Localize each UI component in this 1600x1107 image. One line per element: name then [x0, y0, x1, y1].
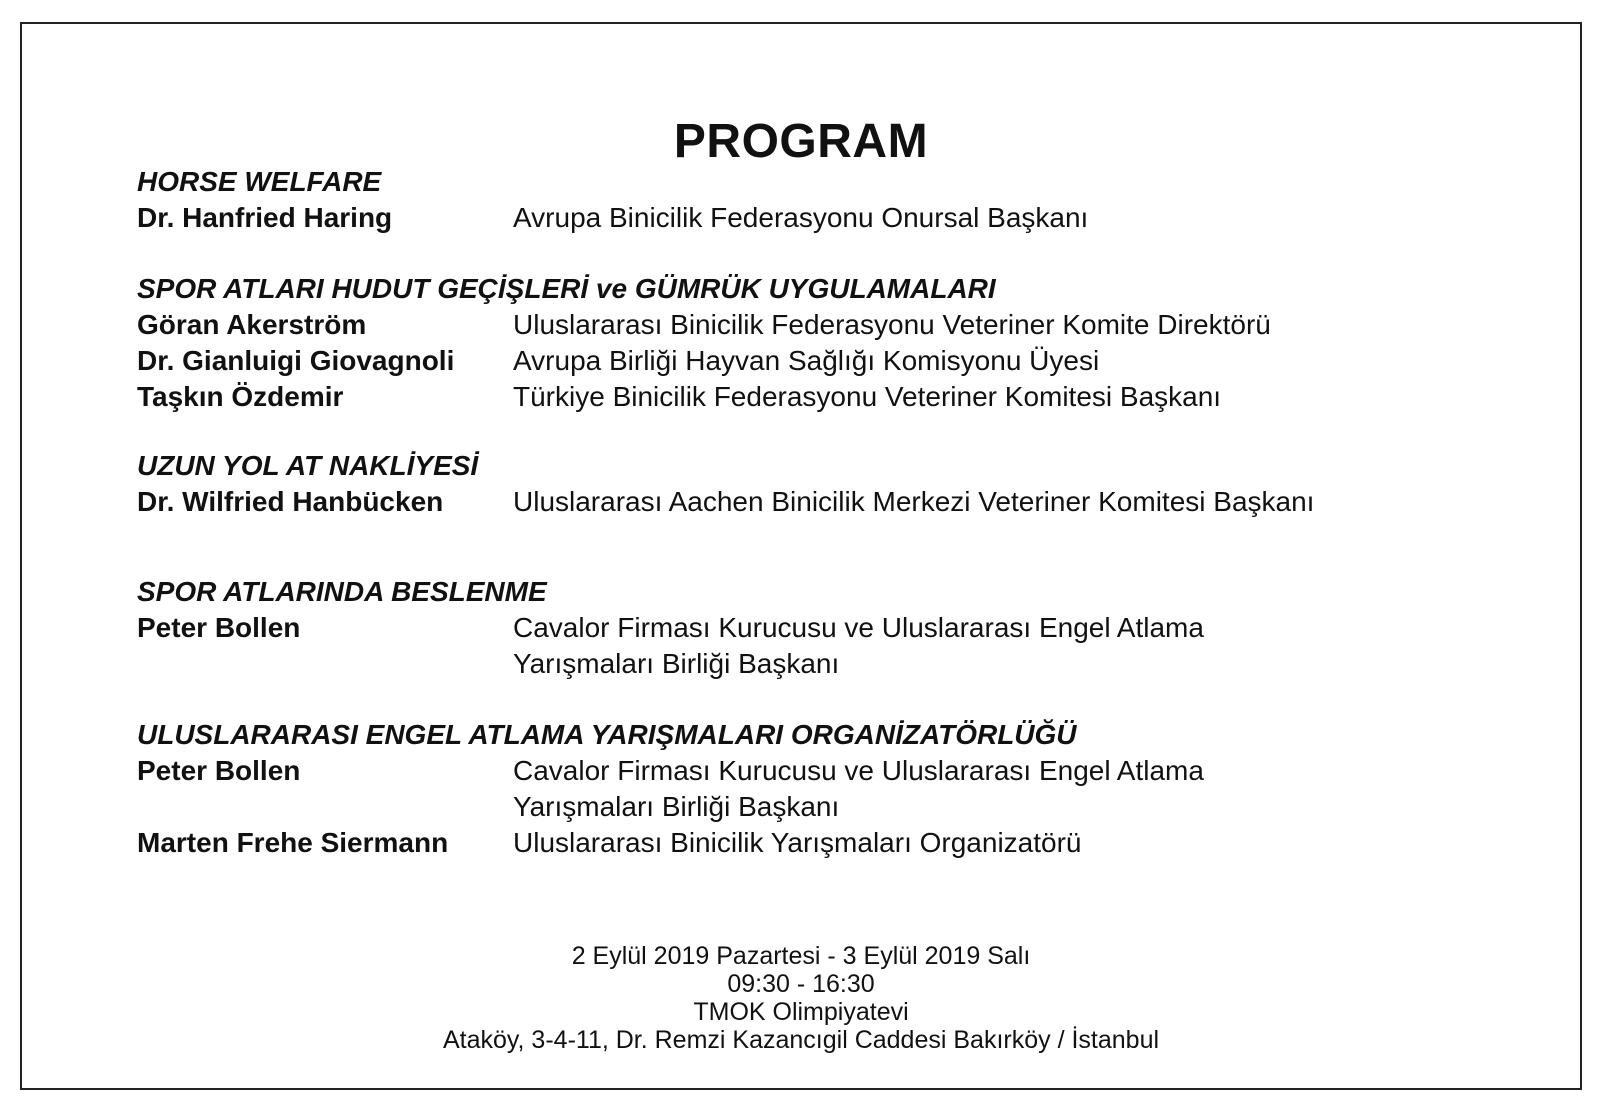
speaker-name: Taşkın Özdemir: [137, 381, 344, 412]
section-horse-welfare: [137, 164, 1557, 236]
speaker-row: [137, 343, 1557, 379]
speaker-role: Uluslararası Binicilik Federasyonu Veteriner Komite Direktörü: [513, 309, 1271, 340]
section-long-distance-transport: [137, 448, 1557, 520]
section-title: UZUN YOL AT NAKLİYESİ: [137, 450, 479, 481]
event-date: 2 Eylül 2019 Pazartesi - 3 Eylül 2019 Salı: [571, 942, 1031, 970]
speaker-name: Dr. Wilfried Hanbücken: [137, 486, 444, 517]
speaker-role: Uluslararası Binicilik Yarışmaları Organizatörü: [513, 827, 1082, 858]
speaker-role: Uluslararası Aachen Binicilik Merkezi Veteriner Komitesi Başkanı: [513, 486, 1315, 517]
speaker-name: Peter Bollen: [137, 612, 301, 643]
speaker-role: Avrupa Binicilik Federasyonu Onursal Başkanı: [513, 202, 1089, 233]
speaker-name: [137, 646, 513, 682]
speaker-name: Marten Frehe Siermann: [137, 827, 449, 858]
speaker-row: [137, 646, 1557, 682]
section-title: SPOR ATLARINDA BESLENME: [137, 576, 547, 607]
speaker-role: Avrupa Birliği Hayvan Sağlığı Komisyonu Üyesi: [513, 345, 1100, 376]
event-address: Ataköy, 3-4-11, Dr. Remzi Kazancıgil Caddesi Bakırköy / İstanbul: [442, 1026, 1160, 1054]
speaker-row: [137, 610, 1557, 646]
speaker-name: Göran Akerström: [137, 309, 367, 340]
speaker-name: [137, 789, 513, 825]
speaker-row: [137, 789, 1557, 825]
program-frame: [20, 22, 1582, 1090]
speaker-role: Cavalor Firması Kurucusu ve Uluslararası Engel Atlama: [513, 612, 1204, 643]
speaker-role: Yarışmaları Birliği Başkanı: [513, 648, 840, 679]
event-time: 09:30 - 16:30: [727, 970, 875, 998]
section-nutrition: [137, 574, 1557, 682]
speaker-row: [137, 753, 1557, 789]
section-border-crossings: [137, 271, 1557, 415]
speaker-row: [137, 379, 1557, 415]
speaker-name: Dr. Hanfried Haring: [137, 202, 393, 233]
speaker-name: Dr. Gianluigi Giovagnoli: [137, 345, 455, 376]
speaker-role: Türkiye Binicilik Federasyonu Veteriner Komitesi Başkanı: [513, 381, 1222, 412]
speaker-name: Peter Bollen: [137, 755, 301, 786]
speaker-role: Yarışmaları Birliği Başkanı: [513, 791, 840, 822]
speaker-row: [137, 825, 1557, 861]
section-title: HORSE WELFARE: [137, 166, 382, 197]
event-details: [22, 942, 1580, 1054]
section-title: SPOR ATLARI HUDUT GEÇİŞLERİ ve GÜMRÜK UYGULAMALARI: [137, 273, 996, 304]
speaker-role: Cavalor Firması Kurucusu ve Uluslararası Engel Atlama: [513, 755, 1204, 786]
section-show-jumping-organization: [137, 717, 1557, 861]
event-venue: TMOK Olimpiyatevi: [693, 998, 909, 1026]
section-title: ULUSLARARASI ENGEL ATLAMA YARIŞMALARI ORGANİZATÖRLÜĞÜ: [137, 719, 1077, 750]
speaker-row: [137, 307, 1557, 343]
page-title: PROGRAM: [673, 115, 929, 168]
speaker-row: [137, 200, 1557, 236]
speaker-row: [137, 484, 1557, 520]
